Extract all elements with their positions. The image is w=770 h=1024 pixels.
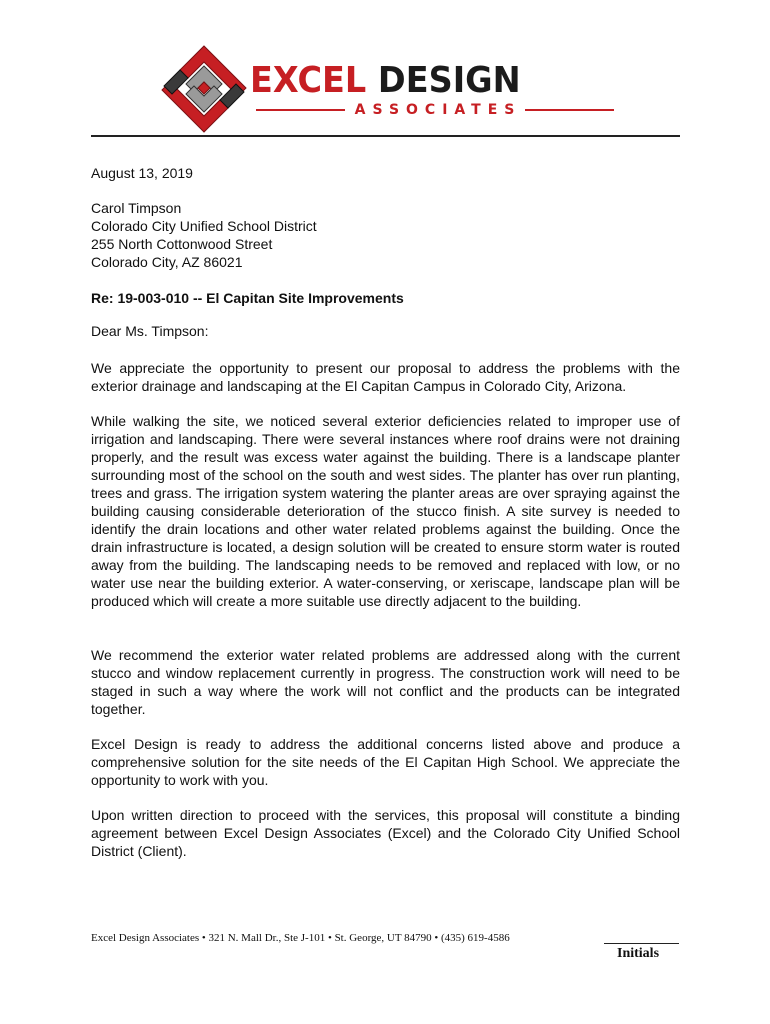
salutation: Dear Ms. Timpson:	[91, 323, 209, 339]
logo-subtitle-right-line	[525, 109, 614, 111]
body-paragraph-1: We appreciate the opportunity to present our proposal to address the problems with the exterior drainage and landscaping at the El Capitan Campus in Colorado City, Arizona.	[91, 360, 680, 394]
initials-signature-line	[604, 943, 679, 944]
logo-subtitle-row	[256, 102, 614, 118]
recipient-city: Colorado City, AZ 86021	[91, 254, 243, 270]
logo-word-design: DESIGN	[377, 60, 521, 101]
header-divider	[91, 135, 680, 137]
subject-line: Re: 19-003-010 -- El Capitan Site Improvements	[91, 290, 404, 306]
letter-date: August 13, 2019	[91, 165, 193, 181]
company-logo	[158, 44, 618, 134]
logo-wordmark	[250, 61, 521, 101]
logo-word-excel: EXCEL	[250, 60, 367, 101]
footer-address: Excel Design Associates • 321 N. Mall Dr., Ste J-101 • St. George, UT 84790 • (435) 619-4586	[91, 932, 510, 944]
excel-design-logo-mark-icon	[158, 44, 250, 134]
recipient-name: Carol Timpson	[91, 200, 182, 216]
body-paragraph-3: We recommend the exterior water related problems are addressed along with the current stucco and window replacement currently in progress. The construction work will need to be staged in such a way where the work will not conflict and the products can be integrated together.	[91, 647, 680, 717]
body-paragraph-4: Excel Design is ready to address the additional concerns listed above and produce a comprehensive solution for the site needs of the El Capitan High School. We appreciate the opportunity to work with you.	[91, 736, 680, 788]
recipient-address-block	[91, 199, 680, 271]
recipient-organization: Colorado City Unified School District	[91, 218, 317, 234]
body-paragraph-5: Upon written direction to proceed with the services, this proposal will constitute a binding agreement between Excel Design Associates (Excel) and the Colorado City Unified School District (Client).	[91, 807, 680, 859]
initials-label: Initials	[617, 946, 660, 961]
logo-subtitle-left-line	[256, 109, 345, 111]
body-paragraph-2: While walking the site, we noticed several exterior deficiencies related to improper use of irrigation and landscaping. There were several instances where roof drains were not draining properly, and the result was excess water against the building. There is a landscape planter surrounding most of the school on the south and west sides. The planter has over run planting, trees and grass. The irrigation system watering the planter areas are over spraying against the building causing considerable deterioration of the stucco finish. A site survey is needed to identify the drain locations and other water related problems against the building. Once the drain infrastructure is located, a design solution will be created to ensure storm water is routed away from the building. The landscaping needs to be removed and replaced with low, or no water use near the building exterior. A water-conserving, or xeriscape, landscape plan will be produced which will create a more suitable use directly adjacent to the building.	[91, 413, 680, 609]
logo-subtitle: ASSOCIATES	[354, 102, 522, 118]
recipient-street: 255 North Cottonwood Street	[91, 236, 273, 252]
